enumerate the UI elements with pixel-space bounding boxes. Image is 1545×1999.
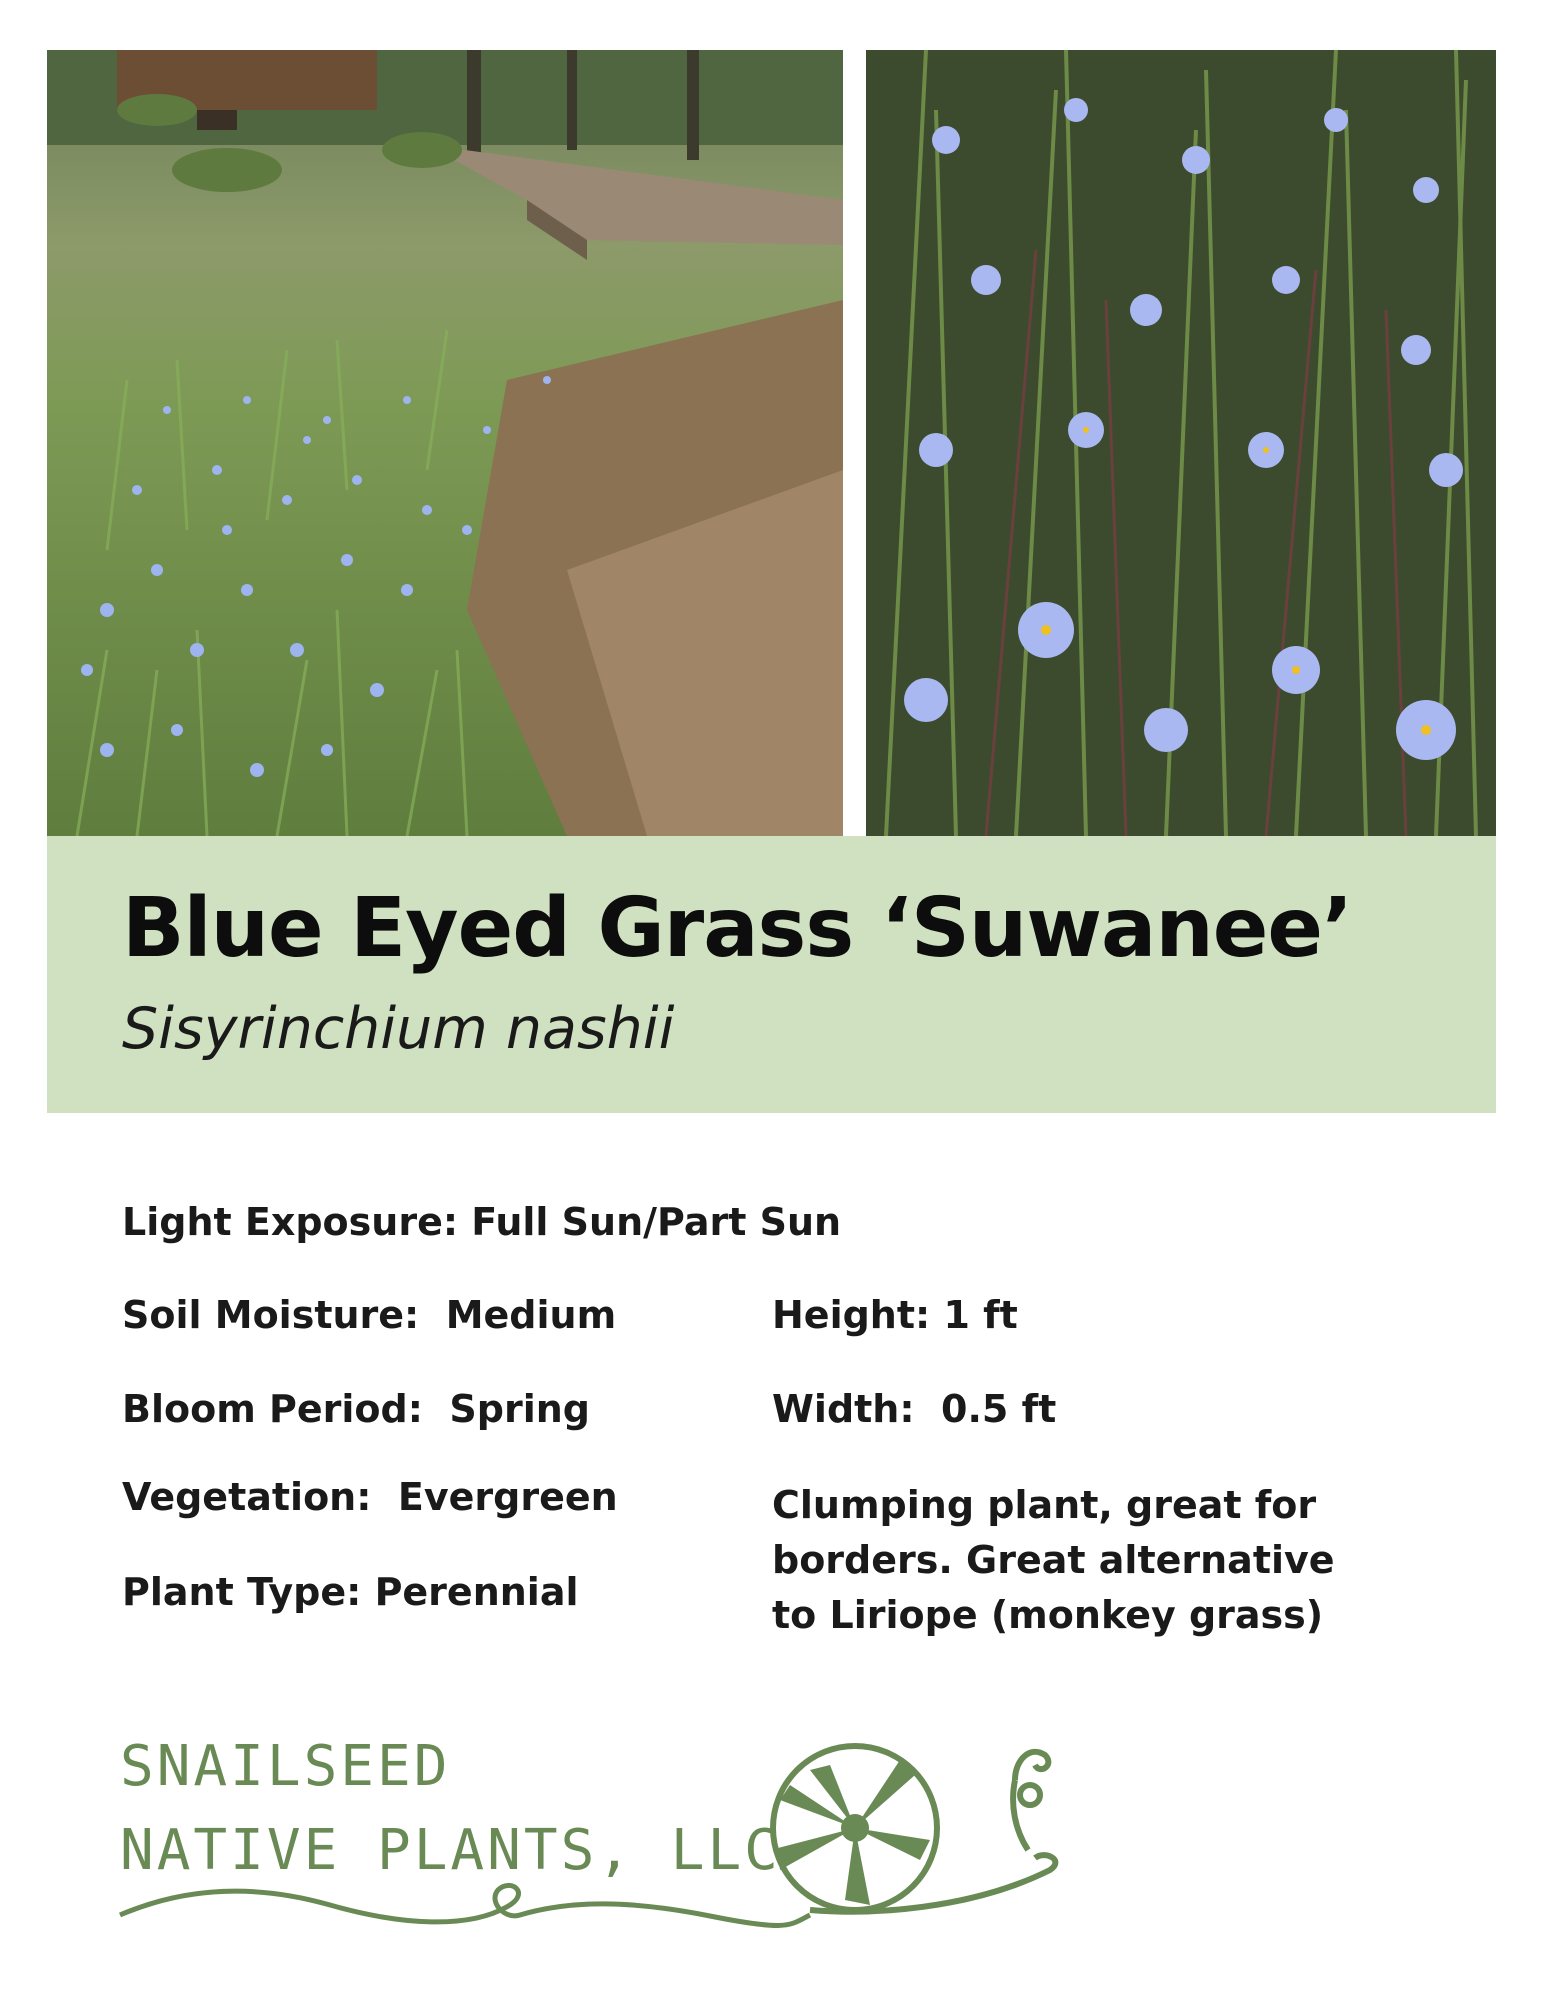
fact-soil-moisture	[122, 1293, 616, 1337]
botanical-name: Sisyrinchium nashii	[122, 996, 675, 1062]
fact-width	[772, 1387, 1056, 1431]
garden-bed-photo	[47, 50, 843, 836]
fact-plant-type	[122, 1570, 579, 1614]
wavy-line-decoration	[120, 1885, 810, 1925]
fact-value: 1 ft	[943, 1293, 1018, 1337]
fact-value: Full Sun/Part Sun	[471, 1200, 842, 1244]
common-name: Blue Eyed Grass ‘Suwanee’	[122, 881, 1353, 976]
shell-fern-pattern	[778, 1760, 930, 1905]
fact-bloom-period	[122, 1387, 590, 1431]
title-band	[47, 836, 1496, 1113]
fact-label: Width:	[772, 1387, 915, 1431]
fact-label: Light Exposure:	[122, 1200, 459, 1244]
fact-value: Evergreen	[397, 1475, 618, 1519]
fact-value: Perennial	[374, 1570, 579, 1614]
fact-light-exposure	[122, 1200, 841, 1244]
fact-vegetation	[122, 1475, 618, 1519]
fact-label: Bloom Period:	[122, 1387, 423, 1431]
fact-value: Medium	[445, 1293, 617, 1337]
fact-label: Vegetation:	[122, 1475, 372, 1519]
brand-name-line2: NATIVE PLANTS, LLC	[120, 1818, 781, 1883]
flower-closeup-photo	[866, 50, 1496, 836]
fact-value: Spring	[449, 1387, 590, 1431]
plant-note: Clumping plant, great for borders. Great alternative to Liriope (monkey grass)	[772, 1483, 1335, 1637]
fact-label: Plant Type:	[122, 1570, 362, 1614]
fact-label: Height:	[772, 1293, 931, 1337]
fact-height	[772, 1293, 1018, 1337]
fact-label: Soil Moisture:	[122, 1293, 420, 1337]
fact-value: 0.5 ft	[941, 1387, 1057, 1431]
brand-name-line1: SNAILSEED	[120, 1734, 451, 1799]
